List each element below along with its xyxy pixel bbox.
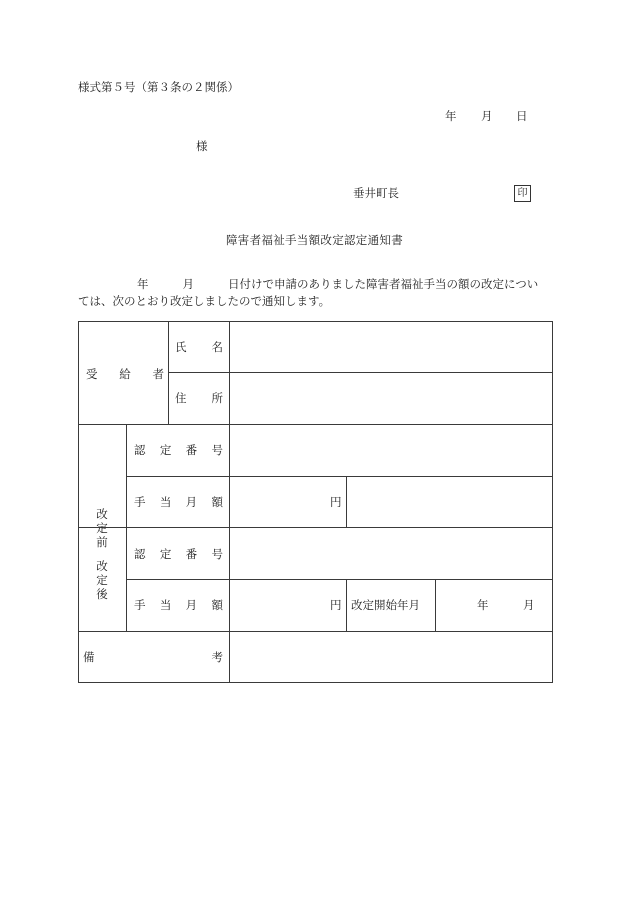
date-year-label: 年 [445,109,457,123]
after-cert-number-label: 認 定 番 号 [134,547,223,561]
revision-start-year-label: 年 [477,598,489,612]
intro-year-label: 年 [137,277,149,291]
intro-paragraph [78,276,553,310]
issuer-name: 垂井町長 [353,186,399,200]
remarks-label: 備 考 [83,650,223,664]
notice-table [78,321,553,683]
name-label: 氏 名 [175,340,223,354]
after-revision-label: 改 定 後 [96,558,108,601]
after-yen-unit: 円 [330,598,342,612]
before-cert-number-label: 認 定 番 号 [134,443,223,457]
intro-line2-text: ては、次のとおり改定しましたので通知します。 [78,294,331,308]
address-field[interactable] [230,373,552,424]
remarks-field[interactable] [230,632,552,682]
after-monthly-amount-label: 手 当 月 額 [134,598,223,612]
before-cert-number-field[interactable] [230,425,552,476]
recipient-label: 受 給 者 [86,367,164,381]
date-day-label: 日 [516,109,528,123]
after-monthly-amount-field[interactable] [230,580,346,631]
before-monthly-amount-field[interactable] [230,477,346,527]
seal-mark: 印 [514,185,531,202]
revision-start-field[interactable] [436,580,552,631]
before-monthly-amount-label: 手 当 月 額 [134,495,223,509]
name-field[interactable] [230,322,552,372]
intro-line1-text: 日付けで申請のありました障害者福祉手当の額の改定につい [228,277,539,291]
intro-month-label: 月 [182,277,194,291]
before-revision-label: 改 定 前 [96,507,108,549]
document-title: 障害者福祉手当額改定認定通知書 [226,233,403,247]
after-cert-number-field[interactable] [230,528,552,579]
before-yen-unit: 円 [330,495,342,509]
revision-start-label: 改定開始年月 [351,598,420,612]
revision-start-month-label: 月 [523,598,535,612]
form-number: 様式第５号（第３条の２関係） [78,80,239,94]
addressee-suffix: 様 [196,139,208,153]
date-month-label: 月 [481,109,493,123]
address-label: 住 所 [175,391,223,405]
